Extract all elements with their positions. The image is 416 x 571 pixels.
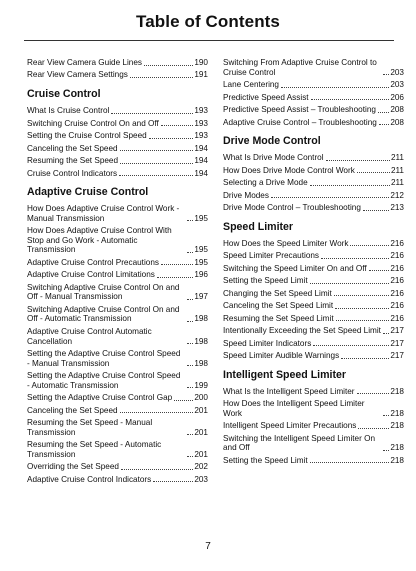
toc-entry[interactable] (27, 226, 208, 255)
section-heading: Speed Limiter (223, 220, 294, 233)
toc-entry-title: Drive Modes (223, 190, 269, 200)
toc-entry[interactable] (223, 251, 404, 261)
toc-entry[interactable] (223, 118, 404, 128)
dot-leader (281, 87, 389, 88)
section-heading: Cruise Control (27, 88, 101, 101)
toc-entry[interactable] (223, 399, 404, 418)
toc-entry-title: How Does Adaptive Cruise Control Work - Manual Transmission (27, 204, 180, 223)
toc-entry-page: 194 (194, 156, 208, 166)
dot-leader (350, 245, 389, 246)
page-number: 7 (205, 541, 211, 552)
toc-entry-title: Switching the Intelligent Speed Limiter On and Off (223, 433, 376, 453)
toc-entry[interactable] (27, 119, 208, 129)
toc-entry[interactable] (27, 305, 208, 324)
toc-entry-page: 196 (194, 270, 208, 280)
toc-section (27, 58, 208, 80)
toc-entry-page: 218 (390, 386, 404, 396)
toc-section (27, 88, 208, 178)
toc-entry-title: Resuming the Set Speed - Automatic Transmission (27, 440, 162, 459)
toc-entry-title: Intentionally Exceeding the Set Speed Limit (223, 326, 381, 336)
toc-entry-page: 218 (390, 455, 404, 465)
toc-entry[interactable] (223, 58, 404, 77)
toc-entry[interactable] (223, 314, 404, 324)
dot-leader (153, 481, 193, 482)
page-title: Table of Contents (136, 12, 280, 31)
toc-entry-page: 194 (194, 168, 208, 178)
dot-leader (119, 175, 193, 176)
toc-entry-title: Switching the Speed Limiter On and Off (223, 263, 367, 273)
dot-leader (161, 264, 193, 265)
section-heading: Adaptive Cruise Control (27, 186, 149, 199)
toc-entry-title: Predictive Speed Assist (223, 92, 309, 102)
dot-leader (187, 299, 193, 300)
toc-entry[interactable] (223, 239, 404, 249)
toc-entry-page: 216 (390, 313, 404, 323)
dot-leader (174, 400, 193, 401)
toc-entry-page: 195 (194, 257, 208, 267)
toc-section (27, 186, 208, 484)
toc-entry-page: 213 (390, 203, 404, 213)
toc-entry-page: 200 (194, 393, 208, 403)
dot-leader (379, 124, 389, 125)
toc-entry-page: 217 (390, 326, 404, 336)
toc-left-column (27, 58, 208, 487)
toc-entry-page: 218 (390, 421, 404, 431)
toc-entry[interactable] (27, 144, 208, 154)
toc-entry-title: Setting the Speed Limit (223, 455, 308, 465)
dot-leader (383, 74, 389, 75)
toc-entry-page: 203 (390, 67, 404, 77)
dot-leader (120, 150, 194, 151)
dot-leader (369, 270, 390, 271)
toc-entry-page: 193 (194, 106, 208, 116)
toc-entry-page: 216 (390, 251, 404, 261)
toc-entry-title: Speed Limiter Audible Warnings (223, 351, 340, 361)
toc-entry-title: Predictive Speed Assist – Troubleshooting (223, 105, 376, 115)
toc-entry-page: 211 (390, 165, 404, 175)
dot-leader (313, 345, 389, 346)
toc-entry[interactable] (27, 270, 208, 280)
toc-entry-page: 211 (390, 153, 404, 163)
toc-entry-page: 195 (194, 245, 208, 255)
toc-entry-title: Cruise Control Indicators (27, 168, 118, 178)
dot-leader (383, 450, 389, 451)
toc-entry[interactable] (27, 106, 208, 116)
dot-leader (157, 277, 193, 278)
dot-leader (334, 295, 390, 296)
toc-entry-title: Drive Mode Control – Troubleshooting (223, 203, 361, 213)
toc-entry[interactable] (27, 156, 208, 166)
toc-entry[interactable] (27, 327, 208, 346)
dot-leader (187, 220, 193, 221)
dot-leader (363, 210, 389, 211)
toc-entry-title: Resuming the Set Speed Limit (223, 313, 334, 323)
toc-entry[interactable] (223, 276, 404, 286)
toc-entry-title: Adaptive Cruise Control – Troubleshooting (223, 117, 377, 127)
toc-entry-title: Setting the Cruise Control Speed (27, 131, 147, 141)
dot-leader (161, 125, 194, 126)
toc-entry-title: Switching From Adaptive Cruise Control to Cruise Control (223, 58, 377, 77)
toc-entry-title: Lane Centering (223, 80, 279, 90)
toc-entry-page: 216 (390, 263, 404, 273)
dot-leader (271, 197, 389, 198)
toc-entry-title: Resuming the Set Speed (27, 156, 119, 166)
toc-entry-page: 193 (194, 118, 208, 128)
toc-section (223, 58, 404, 127)
toc-entry[interactable] (223, 191, 404, 201)
dot-leader (187, 456, 193, 457)
toc-entry[interactable] (223, 203, 404, 213)
toc-section (223, 369, 404, 466)
toc-entry-title: Rear View Camera Settings (27, 70, 128, 80)
toc-entry-title: Canceling the Set Speed (27, 405, 118, 415)
toc-entry[interactable] (223, 456, 404, 466)
dot-leader (120, 412, 194, 413)
dot-leader (310, 462, 390, 463)
toc-entry[interactable] (27, 58, 208, 68)
toc-entry[interactable] (27, 169, 208, 179)
toc-entry-title: Setting the Adaptive Cruise Control Speed - Manual Transmission (27, 349, 181, 368)
dot-leader (187, 343, 193, 344)
toc-entry[interactable] (223, 421, 404, 431)
toc-entry[interactable] (223, 153, 404, 163)
dot-leader (310, 283, 390, 284)
toc-entry[interactable] (223, 93, 404, 103)
toc-entry-title: Canceling the Set Speed Limit (223, 301, 334, 311)
toc-entry-page: 201 (194, 427, 208, 437)
toc-entry[interactable] (27, 371, 208, 390)
dot-leader (121, 469, 193, 470)
toc-entry-page: 211 (390, 178, 404, 188)
toc-entry-page: 216 (390, 276, 404, 286)
toc-entry-title: Adaptive Cruise Control Indicators (27, 474, 152, 484)
toc-entry[interactable] (27, 440, 208, 459)
toc-entry-title: Changing the Set Speed Limit (223, 288, 332, 298)
toc-entry[interactable] (223, 105, 404, 115)
toc-entry[interactable] (27, 204, 208, 223)
toc-entry-title: What Is the Intelligent Speed Limiter (223, 386, 355, 396)
toc-entry-page: 212 (390, 190, 404, 200)
toc-entry-title: Speed Limiter Indicators (223, 338, 312, 348)
toc-entry-page: 217 (390, 351, 404, 361)
toc-entry[interactable] (27, 70, 208, 80)
toc-entry[interactable] (223, 178, 404, 188)
toc-entry[interactable] (223, 264, 404, 274)
toc-entry-page: 202 (194, 462, 208, 472)
dot-leader (326, 160, 390, 161)
toc-entry-page: 208 (390, 117, 404, 127)
toc-entry-page: 206 (390, 92, 404, 102)
dot-leader (187, 365, 193, 366)
dot-leader (144, 65, 193, 66)
toc-entry-page: 203 (390, 80, 404, 90)
toc-entry-page: 201 (194, 405, 208, 415)
toc-entry[interactable] (27, 393, 208, 403)
toc-entry-title: Canceling the Set Speed (27, 143, 118, 153)
dot-leader (383, 333, 389, 334)
toc-entry[interactable] (27, 418, 208, 437)
toc-entry-title: Intelligent Speed Limiter Precautions (223, 421, 357, 431)
toc-entry-title: Speed Limiter Precautions (223, 251, 320, 261)
toc-entry-title: Adaptive Cruise Control Limitations (27, 270, 155, 280)
toc-entry-title: Setting the Adaptive Cruise Control Gap (27, 393, 173, 403)
toc-entry[interactable] (27, 475, 208, 485)
toc-entry-title: Setting the Speed Limit (223, 276, 308, 286)
dot-leader (378, 112, 389, 113)
toc-entry-page: 216 (390, 288, 404, 298)
toc-entry[interactable] (27, 406, 208, 416)
toc-entry-title: How Does the Speed Limiter Work (223, 238, 349, 248)
toc-entry-title: Adaptive Cruise Control Automatic Cancellation (27, 326, 152, 346)
dot-leader (187, 387, 193, 388)
dot-leader (187, 434, 193, 435)
dot-leader (358, 428, 389, 429)
toc-entry[interactable] (27, 349, 208, 368)
toc-entry-title: Switching Adaptive Cruise Control On and Off - Manual Transmission (27, 282, 180, 302)
toc-entry[interactable] (27, 131, 208, 141)
toc-entry[interactable] (223, 326, 404, 336)
toc-entry[interactable] (223, 434, 404, 453)
toc-entry-page: 198 (194, 358, 208, 368)
toc-entry-page: 195 (194, 213, 208, 223)
toc-entry[interactable] (223, 301, 404, 311)
dot-leader (341, 358, 389, 359)
toc-entry[interactable] (27, 283, 208, 302)
toc-entry-title: What Is Drive Mode Control (223, 153, 324, 163)
dot-leader (383, 415, 389, 416)
dot-leader (120, 163, 193, 164)
toc-entry-page: 190 (194, 58, 208, 67)
toc-entry-title: Setting the Adaptive Cruise Control Speed - Automatic Transmission (27, 371, 181, 390)
toc-entry-page: 194 (194, 143, 208, 153)
dot-leader (187, 252, 193, 253)
toc-entry-page: 198 (194, 314, 208, 324)
toc-entry-page: 218 (390, 443, 404, 453)
toc-entry-page: 216 (390, 301, 404, 311)
dot-leader (187, 321, 193, 322)
toc-entry[interactable] (223, 387, 404, 397)
toc-entry-title: How Does the Intelligent Speed Limiter Work (223, 399, 365, 418)
toc-entry-page: 191 (194, 70, 208, 80)
dot-leader (321, 258, 389, 259)
dot-leader (111, 113, 193, 114)
dot-leader (357, 172, 390, 173)
toc-entry[interactable] (27, 258, 208, 268)
toc-entry-title: Adaptive Cruise Control Precautions (27, 257, 159, 267)
toc-entry[interactable] (223, 166, 404, 176)
dot-leader (130, 77, 193, 78)
toc-entry-title: How Does Adaptive Cruise Control With Stop and Go Work - Automatic Transmission (27, 226, 172, 255)
toc-entry[interactable] (223, 339, 404, 349)
toc-entry-title: Overriding the Set Speed (27, 462, 119, 472)
dot-leader (149, 138, 194, 139)
toc-entry-page: 216 (390, 238, 404, 248)
dot-leader (310, 185, 390, 186)
toc-entry-page: 198 (194, 336, 208, 346)
toc-entry[interactable] (27, 462, 208, 472)
toc-entry-title: What Is Cruise Control (27, 106, 110, 116)
toc-entry-page: 208 (390, 105, 404, 115)
toc-entry[interactable] (223, 351, 404, 361)
section-heading: Drive Mode Control (223, 135, 321, 148)
dot-leader (311, 99, 390, 100)
toc-entry-page: 201 (194, 449, 208, 459)
toc-entry-title: Switching Adaptive Cruise Control On and Off - Automatic Transmission (27, 304, 180, 324)
dot-leader (357, 393, 390, 394)
toc-entry[interactable] (223, 289, 404, 299)
toc-section (223, 135, 404, 213)
toc-entry-title: Switching Cruise Control On and Off (27, 118, 159, 128)
toc-entry-title: Selecting a Drive Mode (223, 178, 308, 188)
title-divider (24, 40, 394, 41)
dot-leader (336, 320, 390, 321)
toc-right-column (223, 58, 404, 468)
section-heading: Intelligent Speed Limiter (223, 368, 347, 381)
toc-entry-page: 199 (194, 380, 208, 390)
toc-entry-page: 203 (194, 474, 208, 484)
toc-entry-page: 218 (390, 408, 404, 418)
toc-entry-title: How Does Drive Mode Control Work (223, 165, 355, 175)
toc-entry-page: 193 (194, 131, 208, 141)
dot-leader (335, 308, 389, 309)
toc-entry-page: 217 (390, 338, 404, 348)
toc-entry-page: 197 (194, 292, 208, 302)
toc-entry-title: Resuming the Set Speed - Manual Transmission (27, 418, 153, 437)
toc-entry-title: Rear View Camera Guide Lines (27, 58, 142, 67)
toc-section (223, 221, 404, 361)
toc-entry[interactable] (223, 80, 404, 90)
